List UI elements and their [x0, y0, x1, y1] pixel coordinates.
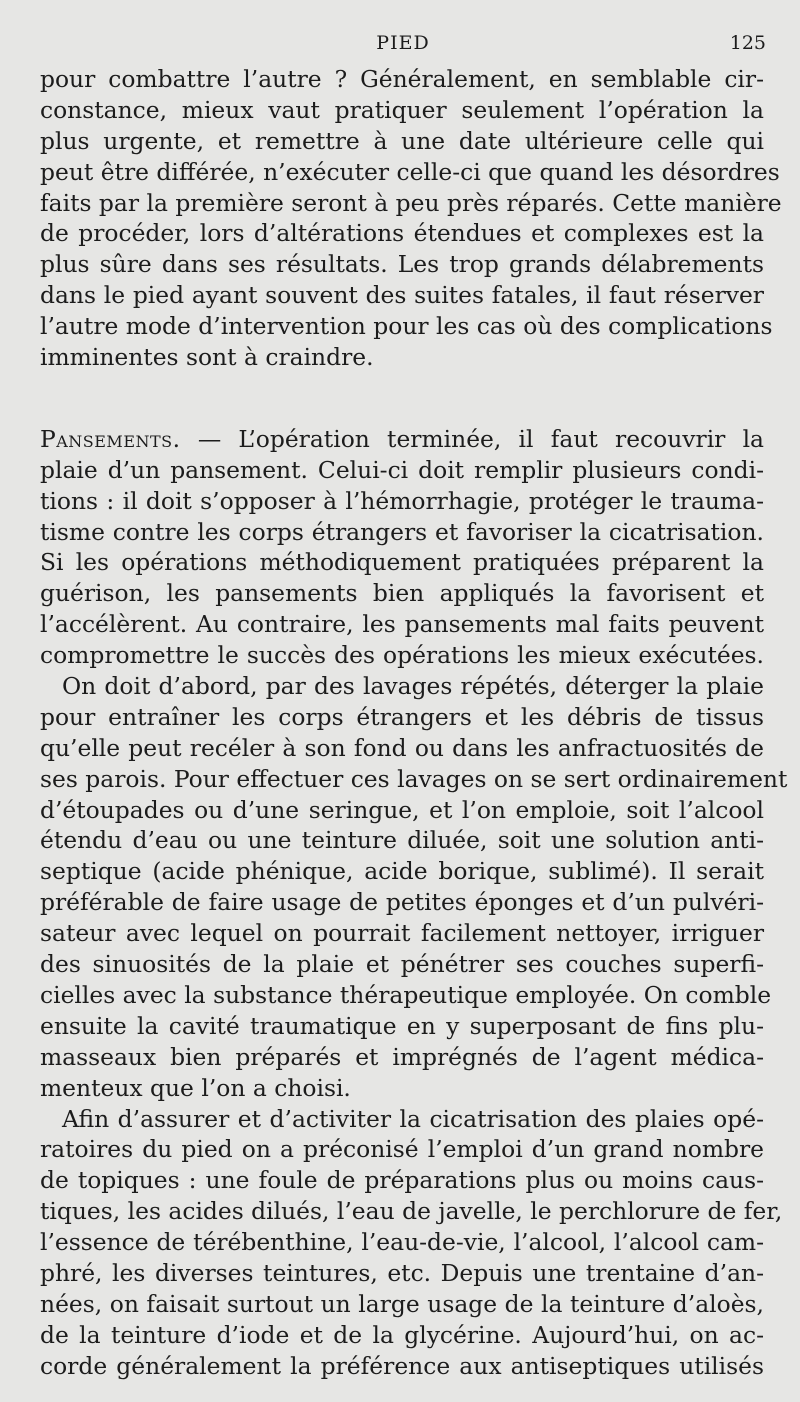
body-text	[40, 64, 788, 1382]
paragraph-lavages	[40, 671, 788, 1103]
text-line: corde généralement la préférence aux antiseptiques utilisés	[40, 1351, 764, 1380]
text-line: Afin d’assurer et d’activiter la cicatrisation des plaies opé-	[62, 1104, 764, 1133]
text-line: On doit d’abord, par des lavages répétés, déterger la plaie	[62, 672, 764, 701]
text-line: compromettre le succès des opérations les mieux exécutées.	[40, 641, 764, 670]
text-line: plus urgente, et remettre à une date ultérieure celle qui	[40, 126, 764, 155]
text-line: faits par la première seront à peu près réparés. Cette manière	[40, 188, 782, 217]
text-line: pour entraîner les corps étrangers et les débris de tissus	[40, 702, 764, 731]
text-line: masseaux bien préparés et imprégnés de l’agent médica-	[40, 1042, 764, 1071]
text-line: tiques, les acides dilués, l’eau de javelle, le perchlorure de fer,	[40, 1197, 783, 1226]
paragraph-continuation	[40, 64, 782, 373]
section-first-line	[40, 424, 764, 455]
paragraph-topiques	[40, 1104, 783, 1382]
text-line: qu’elle peut recéler à son fond ou dans les anfractuosités de	[40, 733, 764, 762]
text-line: sateur avec lequel on pourrait facilement nettoyer, irriguer	[40, 919, 764, 948]
text-line: étendu d’eau ou une teinture diluée, soit une solution anti-	[40, 826, 764, 855]
section-pansements	[40, 424, 764, 671]
section-gap	[40, 373, 764, 424]
text-line: phré, les diverses teintures, etc. Depuis une trentaine d’an-	[40, 1258, 764, 1287]
text-line: de topiques : une foule de préparations plus ou moins caus-	[40, 1166, 764, 1195]
text-line: nées, on faisait surtout un large usage de la teinture d’aloès,	[40, 1289, 764, 1318]
text-line: pour combattre l’autre ? Généralement, en semblable cir-	[40, 65, 764, 93]
text-line: ratoires du pied on a préconisé l’emploi d’un grand nombre	[40, 1135, 764, 1164]
text-line: cielles avec la substance thérapeutique employée. On comble	[40, 980, 772, 1009]
text-line: plus sûre dans ses résultats. Les trop grands délabrements	[40, 250, 764, 279]
text-line: des sinuosités de la plaie et pénétrer ses couches superfi-	[40, 950, 764, 979]
text-line: dans le pied ayant souvent des suites fatales, il faut réserver	[40, 281, 764, 310]
text-line: tions : il doit s’opposer à l’hémorrhagie, protéger le trauma-	[40, 486, 764, 515]
section-heading: Pansements.	[40, 424, 181, 453]
text-line: constance, mieux vaut pratiquer seulement l’opération la	[40, 95, 764, 124]
text-line: de procéder, lors d’altérations étendues et complexes est la	[40, 219, 764, 248]
text-line: menteux que l’on a choisi.	[40, 1073, 351, 1102]
page-number: 125	[729, 32, 766, 54]
text-line: septique (acide phénique, acide borique, sublimé). Il serait	[40, 857, 764, 886]
text-line: l’accélèrent. Au contraire, les pansements mal faits peuvent	[40, 610, 764, 639]
text-line: plaie d’un pansement. Celui-ci doit remplir plusieurs condi-	[40, 455, 764, 484]
text-line: d’étoupades ou d’une seringue, et l’on emploie, soit l’alcool	[40, 795, 764, 824]
section-first-line-text: — L’opération terminée, il faut recouvrir la	[197, 424, 765, 453]
text-line: ses parois. Pour effectuer ces lavages on se sert ordinairement	[40, 764, 788, 793]
text-line: imminentes sont à craindre.	[40, 343, 374, 372]
running-head: PIED	[376, 32, 430, 54]
text-line: ensuite la cavité traumatique en y superposant de fins plu-	[40, 1011, 764, 1040]
text-line: préférable de faire usage de petites éponges et d’un pulvéri-	[40, 888, 764, 917]
text-line: peut être différée, n’exécuter celle-ci que quand les désordres	[40, 157, 780, 186]
text-line: Si les opérations méthodiquement pratiquées préparent la	[40, 548, 764, 577]
text-line: tisme contre les corps étrangers et favoriser la cicatrisation.	[40, 517, 764, 546]
text-line: l’autre mode d’intervention pour les cas où des complications	[40, 312, 773, 341]
text-line: de la teinture d’iode et de la glycérine. Aujourd’hui, on ac-	[40, 1320, 764, 1349]
page-header	[40, 32, 766, 60]
text-line: l’essence de térébenthine, l’eau-de-vie, l’alcool, l’alcool cam-	[40, 1228, 764, 1257]
text-line: guérison, les pansements bien appliqués la favorisent et	[40, 579, 764, 608]
